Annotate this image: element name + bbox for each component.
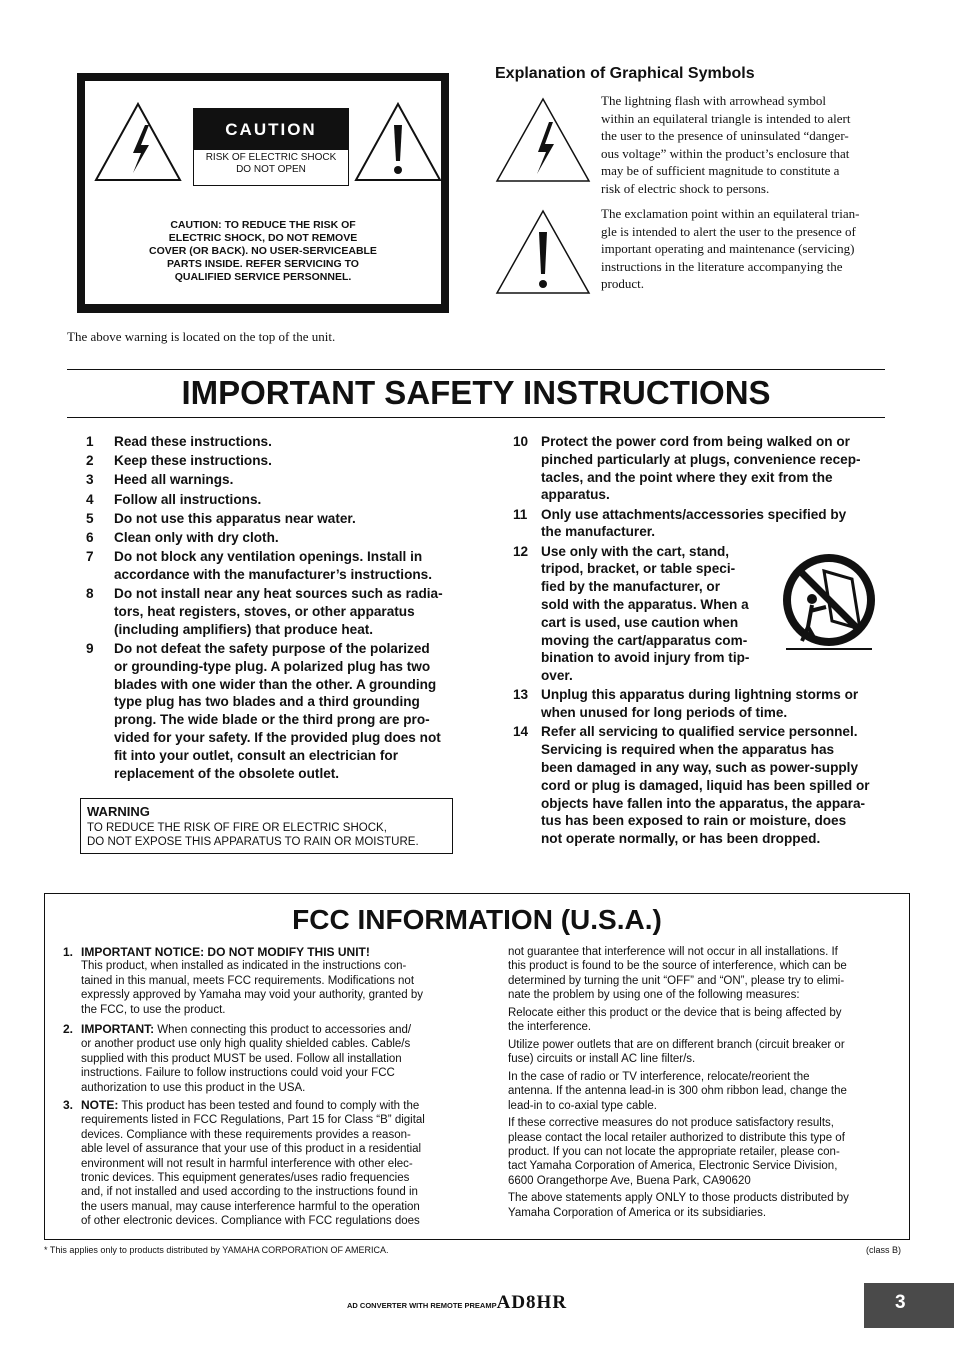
instruction-number: 5 <box>86 510 94 526</box>
text-line: fuse) circuits or install AC line filter/s. <box>508 1053 696 1066</box>
fcc-paragraph <box>508 1070 847 1113</box>
instruction-text-line: or grounding-type plug. A polarized plug has two <box>114 658 431 674</box>
instruction-text-line: moving the cart/apparatus com- <box>541 632 748 648</box>
instruction-number: 3 <box>86 472 94 488</box>
instruction-text-line: Protect the power cord from being walked on or <box>541 434 850 449</box>
instruction-text-line: cord or plug is damaged, liquid has been spilled or <box>541 777 870 793</box>
divider <box>67 369 885 370</box>
text-line: the users manual, may cause interference harmful to the operation <box>81 1200 420 1213</box>
text-line: When connecting this product to accessories and/ <box>154 1024 412 1036</box>
caution-subtitle-line: DO NOT OPEN <box>236 164 306 175</box>
fcc-paragraph <box>508 945 847 1003</box>
text-line: important operating and maintenance (servicing) <box>601 241 855 257</box>
instruction-text-line: (including amplifiers) that produce heat. <box>114 621 374 637</box>
caution-body-line: COVER (OR BACK). NO USER-SERVICEABLE <box>149 245 377 257</box>
text-line: requirements listed in FCC Regulations, Part 15 for Class “B” digital <box>81 1114 425 1127</box>
instruction-text-line: over. <box>541 668 573 684</box>
fcc-paragraph <box>508 1038 845 1067</box>
instruction-text-line: tripod, bracket, or table speci- <box>541 561 736 577</box>
text-line: authorization to use this product in the USA. <box>81 1081 306 1094</box>
text-line: tronic devices. This equipment generates/uses radio frequencies <box>81 1172 410 1185</box>
caution-subtitle <box>194 152 348 176</box>
fcc-paragraph <box>508 1116 845 1188</box>
text-line: risk of electric shock to persons. <box>601 180 770 196</box>
instruction-text-line: Do not install near any heat sources such as radia- <box>114 586 443 602</box>
instruction-text-line: cart is used, use caution when <box>541 614 739 630</box>
exclamation-triangle-icon <box>353 101 443 183</box>
instruction-text-line: type plug has two blades and a third grounding <box>114 694 420 710</box>
lightning-triangle-icon <box>494 96 592 184</box>
instruction-text-line: tacles, and the point where they exit from the <box>541 469 833 485</box>
fcc-item-heading: IMPORTANT NOTICE: DO NOT MODIFY THIS UNIT! <box>81 945 370 959</box>
text-line: within an equilateral triangle is intended to alert <box>601 110 851 126</box>
instruction-text-line: prong. The wide blade or the third prong are pro- <box>114 712 430 728</box>
text-line: tained in this manual, meets FCC requirements. Modifications not <box>81 974 415 987</box>
instruction-text-line: when unused for long periods of time. <box>541 705 788 721</box>
safety-title: IMPORTANT SAFETY INSTRUCTIONS <box>181 374 771 411</box>
instruction-text-line: fied by the manufacturer, or <box>541 579 721 595</box>
text-line: product. <box>601 276 644 292</box>
fcc-paragraph <box>508 1191 849 1220</box>
text-line: instructions in the literature accompanying the <box>601 258 843 274</box>
warning-title: WARNING <box>87 804 150 819</box>
divider <box>67 417 885 418</box>
text-line: The above statements apply ONLY to those products distributed by <box>508 1192 849 1205</box>
text-line: gle is intended to alert the user to the presence of <box>601 223 856 239</box>
text-line: Relocate either this product or the device that is being affected by <box>508 1006 842 1019</box>
instruction-number: 9 <box>86 641 94 656</box>
caution-title: CAUTION <box>194 109 348 150</box>
instruction-text-line: not operate normally, or has been dropped. <box>541 831 821 847</box>
fcc-item-heading: IMPORTANT: <box>81 1022 155 1036</box>
text-line: instructions. Failure to follow instructions could void your FCC <box>81 1067 395 1080</box>
fcc-title: FCC INFORMATION (U.S.A.) <box>292 904 662 935</box>
text-line: nate the problem by using one of the following measures: <box>508 989 800 1002</box>
warning-line: DO NOT EXPOSE THIS APPARATUS TO RAIN OR MOISTURE. <box>87 836 419 848</box>
text-line: able level of assurance that your use of this product in a residential <box>81 1143 422 1156</box>
instruction-text-line: Keep these instructions. <box>114 453 272 469</box>
instruction-text-line: Only use attachments/accessories specified by <box>541 506 847 522</box>
instruction-number: 13 <box>513 687 529 703</box>
product-description: AD CONVERTER WITH REMOTE PREAMP <box>347 1301 497 1310</box>
instruction-text-line: Clean only with dry cloth. <box>114 530 279 545</box>
text-line: lead-in to co-axial type cable. <box>508 1099 657 1112</box>
text-line: 6600 Orangethorpe Ave, Buena Park, CA90620 <box>508 1174 751 1187</box>
fcc-item-number: 3. <box>63 1098 74 1112</box>
instruction-text-line: Do not use this apparatus near water. <box>114 510 356 526</box>
instruction-text-line: replacement of the obsolete outlet. <box>114 765 340 781</box>
instruction-text-line: tors, heat registers, stoves, or other apparatus <box>114 603 415 619</box>
fcc-information-box <box>44 893 910 1240</box>
text-line: not guarantee that interference will not occur in all installations. If <box>508 946 838 958</box>
instruction-number: 14 <box>513 724 529 740</box>
instruction-number: 7 <box>86 549 94 565</box>
instruction-text-line: bination to avoid injury from tip- <box>541 650 750 666</box>
caution-heading-box <box>193 108 349 186</box>
instruction-text-line: Heed all warnings. <box>114 472 234 488</box>
text-line: environment will not result in harmful interference with other elec- <box>81 1157 413 1170</box>
instruction-number: 6 <box>86 530 94 545</box>
instruction-number: 4 <box>86 491 94 507</box>
text-line: please contact the local retailer authorized to distribute this type of <box>508 1131 845 1144</box>
warning-line: TO REDUCE THE RISK OF FIRE OR ELECTRIC SHOCK, <box>87 822 387 834</box>
instruction-number: 8 <box>86 586 94 602</box>
instruction-number: 11 <box>513 506 528 522</box>
text-line: ous voltage” within the product’s enclosure that <box>601 145 850 161</box>
caution-body-line: ELECTRIC SHOCK, DO NOT REMOVE <box>168 232 358 244</box>
instruction-text-line: Use only with the cart, stand, <box>541 543 730 559</box>
caution-body-line: CAUTION: TO REDUCE THE RISK OF <box>170 219 356 231</box>
text-line: product. If you can not locate the appropriate retailer, please con- <box>508 1146 840 1158</box>
instruction-text-line: apparatus. <box>541 487 610 503</box>
instruction-text-line: pinched particularly at plugs, convenience recep- <box>541 451 861 467</box>
caution-subtitle-line: RISK OF ELECTRIC SHOCK <box>205 152 337 163</box>
caution-label-bottom-panel <box>85 201 441 304</box>
symbols-title: Explanation of Graphical Symbols <box>495 65 755 82</box>
exclamation-triangle-icon <box>494 208 592 296</box>
instruction-text-line: the manufacturer. <box>541 524 656 540</box>
product-name: AD8HR <box>496 1292 568 1313</box>
text-line: or another product use only high quality shielded cables. Cable/s <box>81 1038 411 1051</box>
instruction-text-line: vided for your safety. If the provided plug does not <box>114 729 441 745</box>
instruction-text-line: been damaged in any way, such as power-supply <box>541 759 859 775</box>
caution-body-line: PARTS INSIDE. REFER SERVICING TO <box>167 258 359 270</box>
instruction-text-line: accordance with the manufacturer’s instructions. <box>114 566 433 582</box>
text-line: expressly approved by Yamaha may void your authority, granted by <box>81 989 423 1002</box>
caution-label <box>77 73 449 313</box>
text-line: Utilize power outlets that are on different branch (circuit breaker or <box>508 1038 845 1051</box>
text-line: devices. Compliance with these requirements provides a reason- <box>81 1128 411 1141</box>
text-line: If these corrective measures do not produce satisfactory results, <box>508 1117 834 1130</box>
footnote: * This applies only to products distributed by YAMAHA CORPORATION OF AMERICA. <box>44 1245 389 1255</box>
exclamation-symbol-description <box>601 205 891 293</box>
instruction-text-line: Read these instructions. <box>114 434 272 449</box>
warning-body <box>87 821 419 849</box>
text-line: the FCC, to use the product. <box>81 1003 226 1016</box>
text-line: the user to the presence of uninsulated “danger- <box>601 128 849 144</box>
text-line: The exclamation point within an equilateral trian- <box>601 206 860 221</box>
text-line: of other electronic devices. Compliance with FCC regulations does <box>81 1215 420 1228</box>
instruction-number: 2 <box>86 453 94 469</box>
warning-box <box>80 798 453 854</box>
text-line: determined by turning the unit “OFF” and “ON”, please try to elimi- <box>508 974 845 987</box>
instruction-text-line: fit into your outlet, consult an electrician for <box>114 747 398 763</box>
text-line: supplied with this product MUST be used. Follow all installation <box>81 1052 402 1065</box>
caution-body-text <box>85 219 441 284</box>
instruction-text-line: sold with the apparatus. When a <box>541 596 749 612</box>
warning-location-note: The above warning is located on the top of the unit. <box>67 329 336 344</box>
instruction-text-line: blades with one wider than the other. A grounding <box>114 676 437 692</box>
cart-tip-over-warning-icon <box>772 549 882 659</box>
text-line: This product, when installed as indicated in the instructions con- <box>81 960 407 973</box>
instruction-number: 12 <box>513 543 529 559</box>
caution-body-line: QUALIFIED SERVICE PERSONNEL. <box>174 271 352 283</box>
page-number: 3 <box>864 1283 954 1328</box>
fcc-item-heading: NOTE: <box>81 1098 119 1112</box>
fcc-item-number: 2. <box>63 1022 74 1036</box>
product-line <box>347 1292 567 1314</box>
text-line: and, if not installed and used according to the instructions found in <box>81 1186 418 1199</box>
instruction-text-line: Unplug this apparatus during lightning storms or <box>541 687 859 703</box>
text-line: Yamaha Corporation of America or its subsidiaries. <box>508 1206 767 1219</box>
text-line: the interference. <box>508 1021 592 1034</box>
instruction-text-line: Do not block any ventilation openings. Install in <box>114 549 423 565</box>
lightning-triangle-icon <box>93 101 183 183</box>
text-line: this product is found to be the source of interference, which can be <box>508 960 847 973</box>
instruction-text-line: Servicing is required when the apparatus has <box>541 742 835 758</box>
text-line: In the case of radio or TV interference, relocate/reorient the <box>508 1070 810 1083</box>
instruction-text-line: Do not defeat the safety purpose of the polarized <box>114 641 430 656</box>
text-line: This product has been tested and found to comply with the <box>118 1100 420 1112</box>
class-note: (class B) <box>866 1245 902 1255</box>
text-line: antenna. If the antenna lead-in is 300 ohm ribbon lead, change the <box>508 1085 847 1098</box>
instruction-text-line: Follow all instructions. <box>114 491 262 507</box>
text-line: tact Yamaha Corporation of America, Electronic Service Division, <box>508 1160 838 1173</box>
instruction-number: 10 <box>513 434 529 449</box>
fcc-item-number: 1. <box>63 945 74 959</box>
lightning-symbol-description <box>601 92 891 198</box>
instruction-text-line: Refer all servicing to qualified service personnel. <box>541 724 858 740</box>
fcc-paragraph <box>508 1006 842 1035</box>
text-line: The lightning flash with arrowhead symbol <box>601 93 826 108</box>
instruction-text-line: objects have fallen into the apparatus, the appara- <box>541 795 866 811</box>
instruction-number: 1 <box>86 434 94 449</box>
text-line: may be of sufficient magnitude to constitute a <box>601 163 840 179</box>
instruction-text-line: tus has been exposed to rain or moisture, does <box>541 813 847 829</box>
